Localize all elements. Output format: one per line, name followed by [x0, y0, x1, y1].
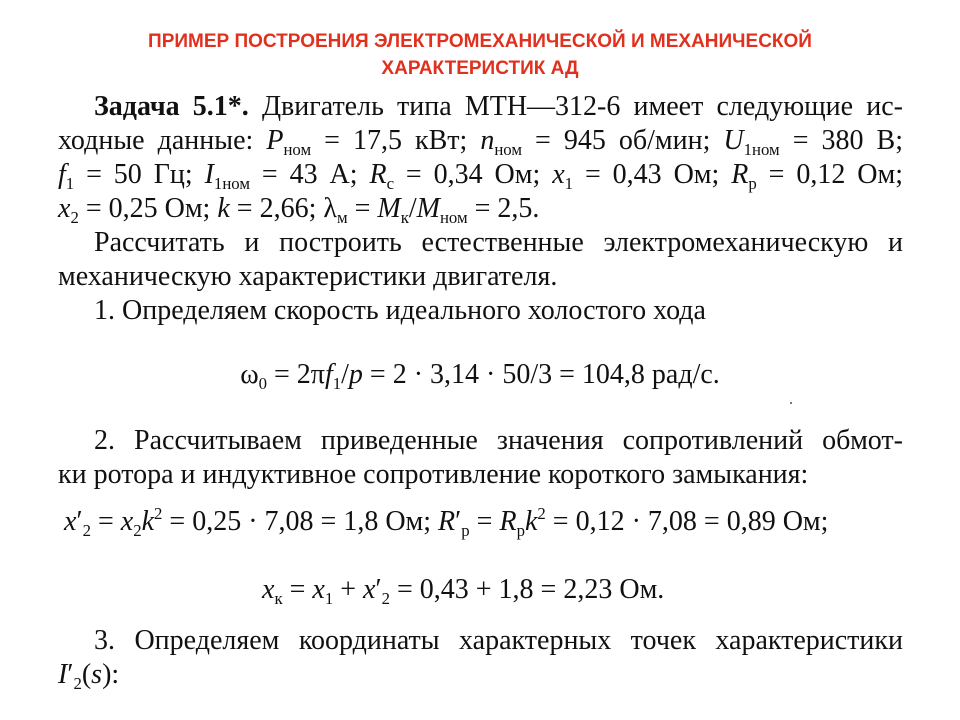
sup: 2 [537, 504, 546, 524]
step-2-line-1: 2. Рассчитываем приведенные значения сопротивлений обмот- [94, 425, 903, 456]
sub: 1ном [743, 139, 780, 159]
sub: р [461, 520, 470, 540]
sub: 2 [73, 673, 82, 693]
task-paragraph-2-line-2: механическую характеристики двигателя. [58, 261, 558, 292]
value: = 43 А; [249, 159, 370, 190]
step-2-line-2: ки ротора и индуктивное сопротивление короткого замыкания: [58, 459, 809, 490]
text: = [347, 193, 378, 224]
task-intro: Двигатель типа МТН—312-6 имеет следующие ис- [261, 91, 903, 122]
sub: 1 [564, 173, 574, 193]
text: / [408, 193, 417, 224]
symbol-x: x [552, 159, 565, 190]
value: = 0,34 Ом; [394, 159, 553, 190]
text: = [282, 574, 313, 605]
text: = [469, 506, 500, 537]
sub: к [400, 207, 409, 227]
sub: р [748, 173, 757, 193]
prime: ′ [455, 506, 462, 537]
symbol-n: n [480, 125, 495, 156]
value: = 0,43 + 1,8 = 2,23 Ом. [389, 574, 665, 605]
value: = 2 · 3,14 · 50/3 = 104,8 рад/с. [362, 359, 720, 390]
sub: 1 [332, 373, 342, 393]
symbol-f: f [58, 159, 66, 190]
sub: 2 [70, 207, 79, 227]
prime: ′ [67, 659, 74, 690]
sub: 0 [258, 373, 268, 393]
task-line-2 [58, 124, 903, 158]
symbol-x: x [363, 574, 376, 605]
text: ( [81, 659, 92, 690]
symbol-x: x [262, 574, 275, 605]
symbol-s: s [91, 659, 103, 690]
prime: ′ [76, 506, 83, 537]
value: = 0,43 Ом; [573, 159, 732, 190]
symbol-p: P [266, 125, 284, 156]
sub: р [516, 520, 525, 540]
scan-speck [790, 402, 792, 404]
symbol-x: x [58, 193, 71, 224]
symbol-i: I [58, 659, 68, 690]
sub: с [386, 173, 395, 193]
sup: 2 [154, 504, 163, 524]
step-1-formula [0, 358, 960, 392]
step-3-line-1: 3. Определяем координаты характерных точек характеристики [94, 625, 903, 656]
sub: 2 [82, 520, 91, 540]
task-label: Задача 5.1*. [94, 91, 249, 122]
sub: ном [439, 207, 468, 227]
symbol-k: k [141, 506, 155, 537]
sub: м [336, 207, 348, 227]
value: = 0,25 · 7,08 = 1,8 Ом; [162, 506, 439, 537]
sub: ном [283, 139, 312, 159]
symbol-omega: ω [240, 359, 259, 390]
symbol-rp: R [731, 159, 749, 190]
step-3-line-2 [58, 658, 119, 692]
sub: 2 [381, 588, 390, 608]
symbol-f: f [324, 359, 333, 390]
sub: 2 [133, 520, 142, 540]
task-line-1 [58, 90, 903, 124]
title-line-1: ПРИМЕР ПОСТРОЕНИЯ ЭЛЕКТРОМЕХАНИЧЕСКОЙ И МЕХАНИЧЕСКОЙ [148, 31, 812, 52]
value: = 2,66; λ [229, 193, 337, 224]
text: = 2π [267, 359, 325, 390]
task-line-4 [58, 192, 539, 226]
text: ходные данные: [58, 125, 267, 156]
symbol-r: R [499, 506, 517, 537]
symbol-m: M [416, 193, 440, 224]
value: = 50 Гц; [74, 159, 205, 190]
value: = 0,12 Ом; [756, 159, 903, 190]
symbol-k: k [217, 193, 230, 224]
prime: ′ [375, 574, 382, 605]
value: = 2,5. [467, 193, 540, 224]
sub: ном [494, 139, 522, 159]
sub: 1 [65, 173, 75, 193]
symbol-x: x [64, 506, 77, 537]
text: / [341, 359, 349, 390]
value: = 945 об/мин; [521, 125, 724, 156]
sub: 1ном [213, 173, 250, 193]
value: = 380 В; [779, 125, 903, 156]
step-2-formula-2 [262, 573, 664, 607]
symbol-r: R [438, 506, 456, 537]
value: = 0,25 Ом; [78, 193, 218, 224]
value: = 0,12 · 7,08 = 0,89 Ом; [545, 506, 829, 537]
symbol-i: I [204, 159, 214, 190]
step-2-formula-1 [64, 505, 828, 539]
text: + [333, 574, 364, 605]
symbol-x: x [120, 506, 134, 537]
symbol-p: p [348, 359, 363, 390]
symbol-k: k [524, 506, 538, 537]
sub: 1 [324, 588, 334, 608]
symbol-m: M [377, 193, 401, 224]
value: = 17,5 кВт; [311, 125, 481, 156]
symbol-u: U [723, 125, 744, 156]
symbol-x: x [312, 574, 325, 605]
symbol-r: R [369, 159, 387, 190]
title-line-2: ХАРАКТЕРИСТИК АД [381, 58, 579, 79]
task-line-3 [58, 158, 903, 192]
step-1-text: 1. Определяем скорость идеального холостого хода [94, 295, 706, 326]
sub: к [274, 588, 283, 608]
text: = [90, 506, 121, 537]
task-paragraph-2-line-1: Рассчитать и построить естественные электромеханическую и [94, 227, 903, 258]
text: ): [102, 659, 120, 690]
